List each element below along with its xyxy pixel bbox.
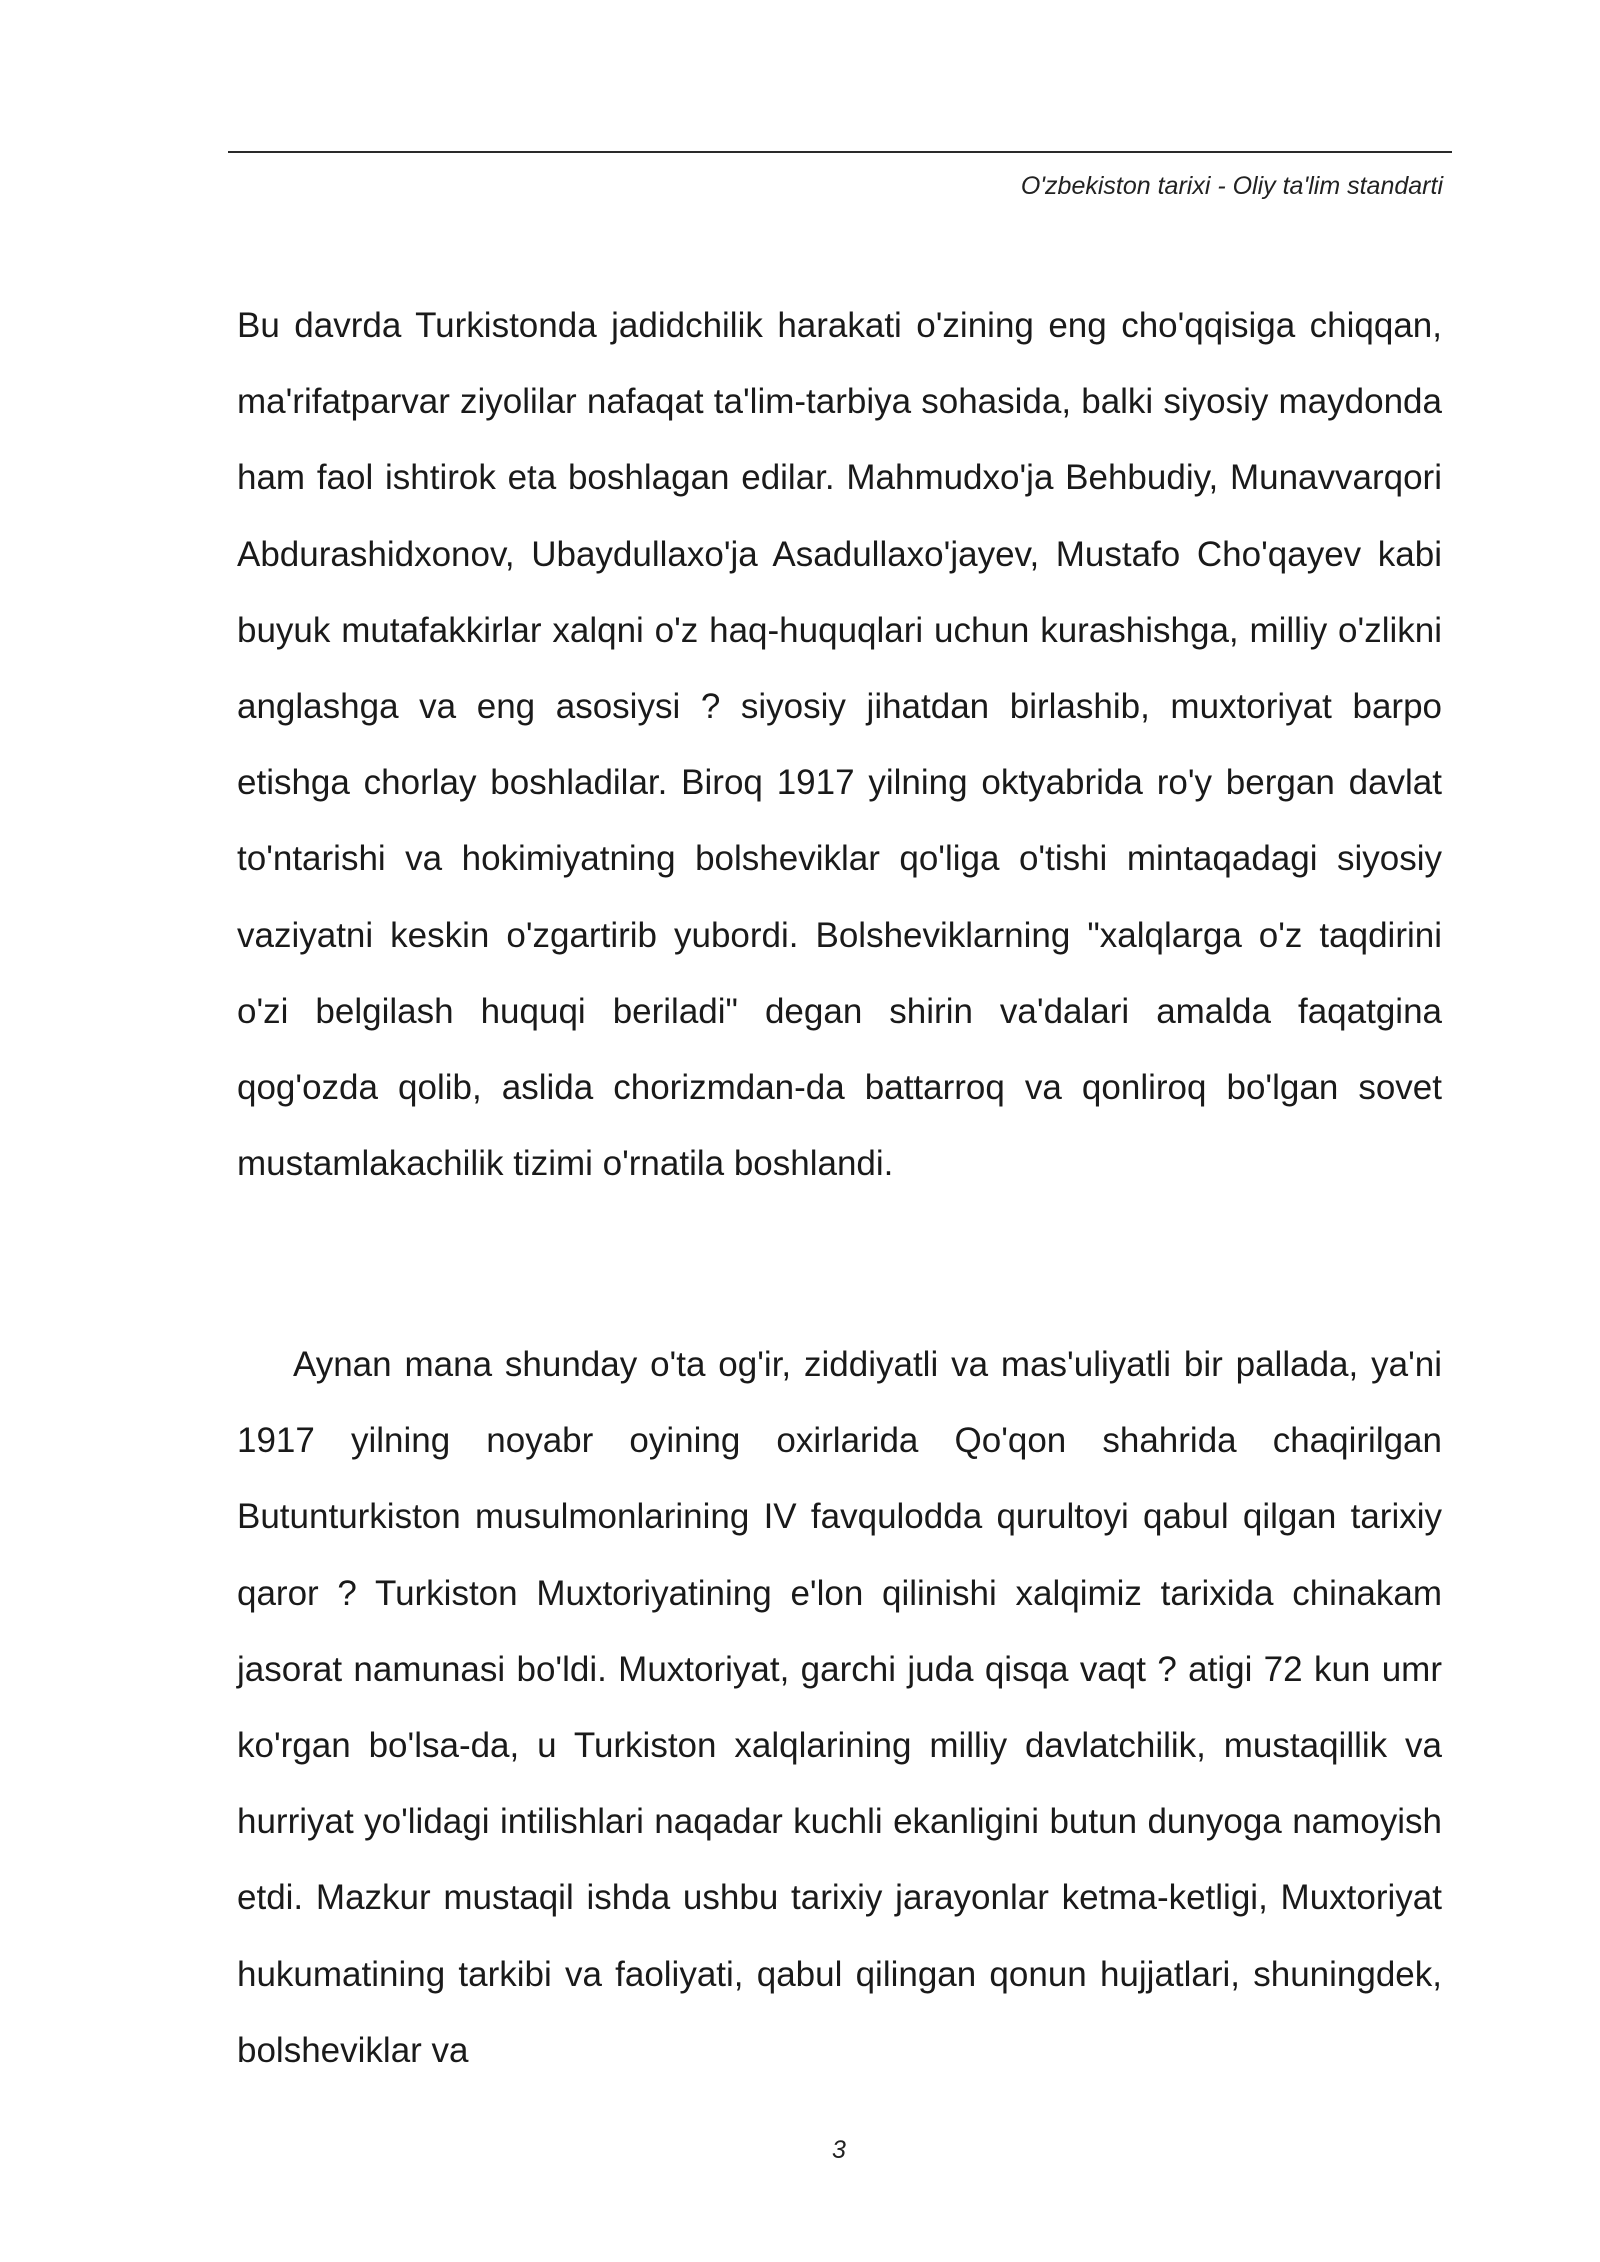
body-paragraph-2: Aynan mana shunday o'ta og'ir, ziddiyatli va mas'uliyatli bir pallada, ya'ni 1917 yilning noyabr oyining oxirlarida Qo'qon shahrida chaqirilgan Butunturkiston musulmonlarining IV favqulodda qurultoyi qabul qilgan tarixiy qaror ? Turkiston Muxtoriyatining e'lon qilinishi xalqimiz tarixida chinakam jasorat namunasi bo'ldi. Muxtoriyat, garchi juda qisqa vaqt ? atigi 72 kun umr ko'rgan bo'lsa-da, u Turkiston xalqlarining milliy davlatchilik, mustaqillik va hurriyat yo'lidagi intilishlari naqadar kuchli ekanligini butun dunyoga namoyish etdi. Mazkur mustaqil ishda ushbu tarixiy jarayonlar ketma-ketligi, Muxtoriyat hukumatining tarkibi va faoliyati, qabul qilingan qonun hujjatlari, shuningdek, bolsheviklar va	[237, 1345, 1442, 2070]
header-divider	[228, 151, 1452, 153]
page-number: 3	[832, 2136, 846, 2164]
running-header: O'zbekiston tarixi - Oliy ta'lim standarti	[1020, 172, 1443, 200]
body-paragraph-1: Bu davrda Turkistonda jadidchilik harakati o'zining eng cho'qqisiga chiqqan, ma'rifatparvar ziyolilar nafaqat ta'lim-tarbiya sohasida, balki siyosiy maydonda ham faol ishtirok eta boshlagan edilar. Mahmudxo'ja Behbudiy, Munavvarqori Abdurashidxonov, Ubaydullaxo'ja Asadullaxo'jayev, Mustafo Cho'qayev kabi buyuk mutafakkirlar xalqni o'z haq-huquqlari uchun kurashishga, milliy o'zlikni anglashga va eng asosiysi ? siyosiy jihatdan birlashib, muxtoriyat barpo etishga chorlay boshladilar. Biroq 1917 yilning oktyabrida ro'y bergan davlat to'ntarishi va hokimiyatning bolsheviklar qo'liga o'tishi mintaqadagi siyosiy vaziyatni keskin o'zgartirib yubordi. Bolsheviklarning "xalqlarga o'z taqdirini o'zi belgilash huquqi beriladi" degan shirin va'dalari amalda faqatgina qog'ozda qolib, aslida chorizmdan-da battarroq va qonliroq bo'lgan sovet mustamlakachilik tizimi o'rnatila boshlandi.	[237, 306, 1442, 1184]
